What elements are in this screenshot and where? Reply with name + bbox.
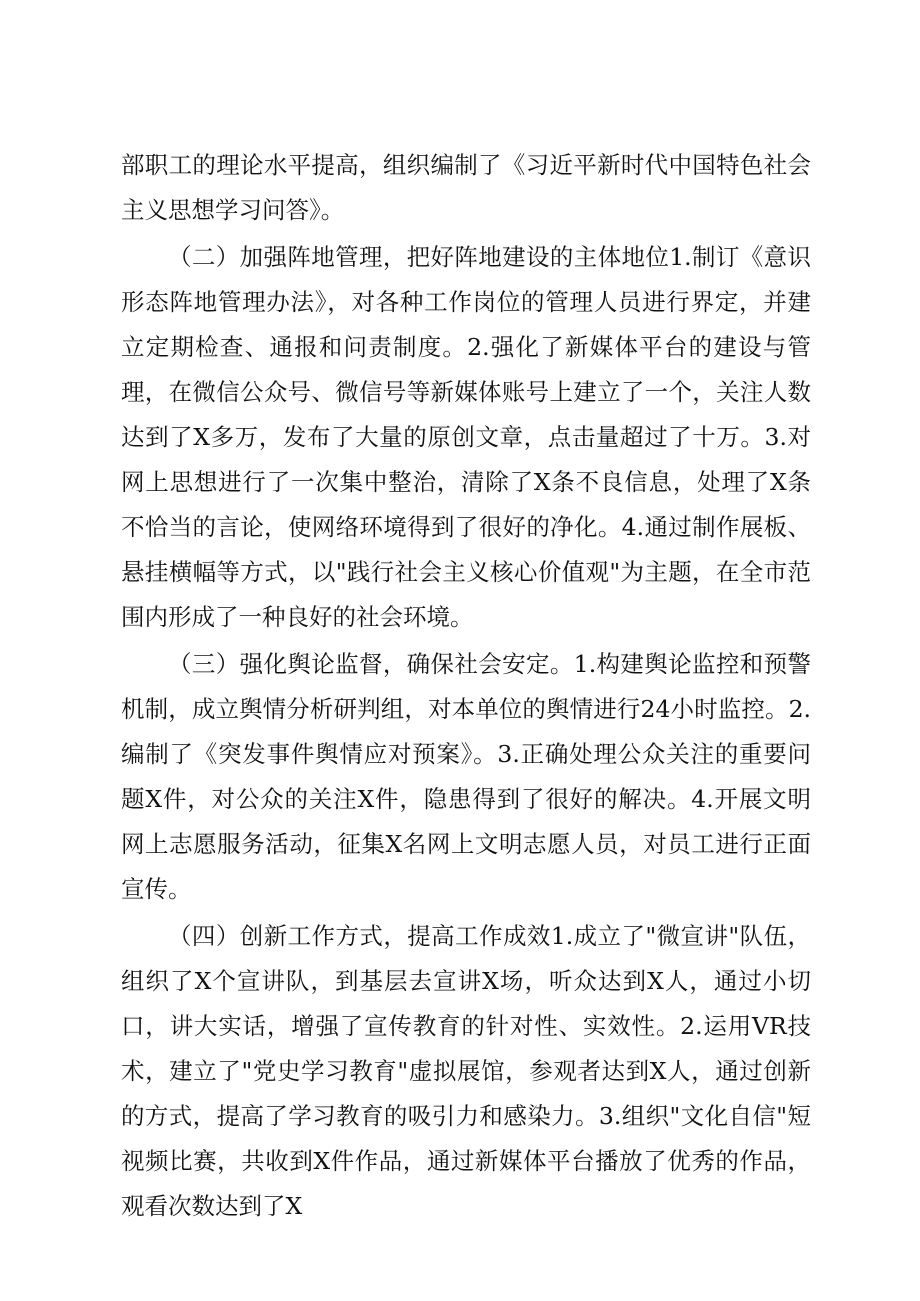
paragraph-1: 部职工的理论水平提高，组织编制了《习近平新时代中国特色社会主义思想学习问答》。 xyxy=(121,151,811,224)
paragraph-4: （四）创新工作方式，提高工作成效1.成立了"微宣讲"队伍，组织了X个宣讲队，到基层去宣讲X场，听众达到X人，通过小切口，讲大实话，增强了宣传教育的针对性、实效性。2.运用VR技术，建立了"党史学习教育"虚拟展馆，参观者达到X人，通过创新的方式，提高了学习教育的吸引力和感染力。3.组织"文化自信"短视频比赛，共收到X件作品，通过新媒体平台播放了优秀的作品，观看次数达到了X xyxy=(121,922,811,1220)
document-body xyxy=(121,143,811,1229)
paragraph-3: （三）强化舆论监督，确保社会安定。1.构建舆论监控和预警机制，成立舆情分析研判组，对本单位的舆情进行24小时监控。2.编制了《突发事件舆情应对预案》。3.正确处理公众关注的重要问题X件，对公众的关注X件，隐患得到了很好的解决。4.开展文明网上志愿服务活动，征集X名网上文明志愿人员，对员工进行正面宣传。 xyxy=(121,650,811,903)
paragraph-2: （二）加强阵地管理，把好阵地建设的主体地位1.制订《意识形态阵地管理办法》，对各种工作岗位的管理人员进行界定，并建立定期检查、通报和问责制度。2.强化了新媒体平台的建设与管理，在微信公众号、微信号等新媒体账号上建立了一个，关注人数达到了X多万，发布了大量的原创文章，点击量超过了十万。3.对网上思想进行了一次集中整治，清除了X条不良信息，处理了X条不恰当的言论，使网络环境得到了很好的净化。4.通过制作展板、悬挂横幅等方式，以"践行社会主义核心价值观"为主题，在全市范围内形成了一种良好的社会环境。 xyxy=(121,243,811,631)
